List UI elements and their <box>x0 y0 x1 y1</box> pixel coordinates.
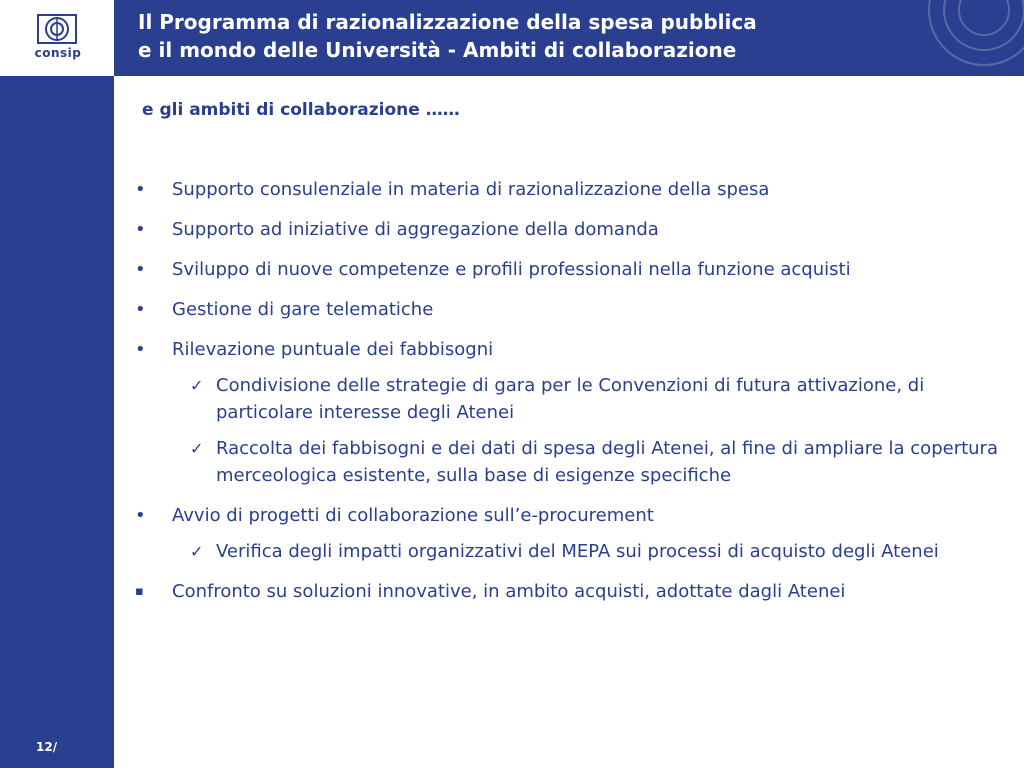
header-bar <box>114 0 1024 76</box>
checkmark-icon: ✓ <box>190 439 204 458</box>
list-item-text: Rilevazione puntuale dei fabbisogni <box>172 339 494 360</box>
list-item-text: Supporto consulenziale in materia di razionalizzazione della spesa <box>172 179 770 200</box>
list-item <box>131 256 1001 283</box>
bullet-marker: • <box>135 219 146 240</box>
bullet-marker: • <box>135 505 146 526</box>
consip-logo-icon <box>37 14 77 44</box>
list-item-text: Confronto su soluzioni innovative, in ambito acquisti, adottate dagli Atenei <box>172 581 846 602</box>
bullet-marker: • <box>135 259 146 280</box>
bullet-list <box>131 176 1001 618</box>
logo-text: consip <box>34 46 82 60</box>
page-number: 12/ <box>36 740 58 754</box>
sub-list-item <box>131 372 1001 426</box>
page-title <box>138 8 757 64</box>
list-item <box>131 216 1001 243</box>
list-item-text: Gestione di gare telematiche <box>172 299 434 320</box>
bullet-marker: • <box>135 299 146 320</box>
sub-list-item <box>131 435 1001 489</box>
left-sidebar <box>0 0 114 768</box>
page-title-line-2: e il mondo delle Università - Ambiti di collaborazione <box>138 38 737 62</box>
sub-list-item <box>131 538 1001 565</box>
bullet-marker: • <box>135 339 146 360</box>
checkmark-icon: ✓ <box>190 376 204 395</box>
list-item <box>131 296 1001 323</box>
checkmark-icon: ✓ <box>190 542 204 561</box>
list-item-text: Supporto ad iniziative di aggregazione della domanda <box>172 219 659 240</box>
list-item <box>131 578 1001 605</box>
decorative-pattern-icon <box>864 0 1024 76</box>
list-item <box>131 336 1001 363</box>
list-item-text: Raccolta dei fabbisogni e dei dati di spesa degli Atenei, al fine di ampliare la copertura merceologica esistente, sulla base di esigenze specifiche <box>216 438 998 486</box>
page-title-line-1: Il Programma di razionalizzazione della spesa pubblica <box>138 10 757 34</box>
square-bullet-icon: ▪ <box>135 584 144 599</box>
bullet-marker: • <box>135 179 146 200</box>
list-item-text: Verifica degli impatti organizzativi del MEPA sui processi di acquisto degli Atenei <box>216 541 939 562</box>
list-item-text: Condivisione delle strategie di gara per le Convenzioni di futura attivazione, di particolare interesse degli Atenei <box>216 375 925 423</box>
list-item <box>131 502 1001 529</box>
list-item-text: Sviluppo di nuove competenze e profili professionali nella funzione acquisti <box>172 259 851 280</box>
list-item <box>131 176 1001 203</box>
logo-area <box>0 0 114 76</box>
list-item-text: Avvio di progetti di collaborazione sull’e-procurement <box>172 505 654 526</box>
section-subtitle: e gli ambiti di collaborazione …… <box>142 100 460 120</box>
